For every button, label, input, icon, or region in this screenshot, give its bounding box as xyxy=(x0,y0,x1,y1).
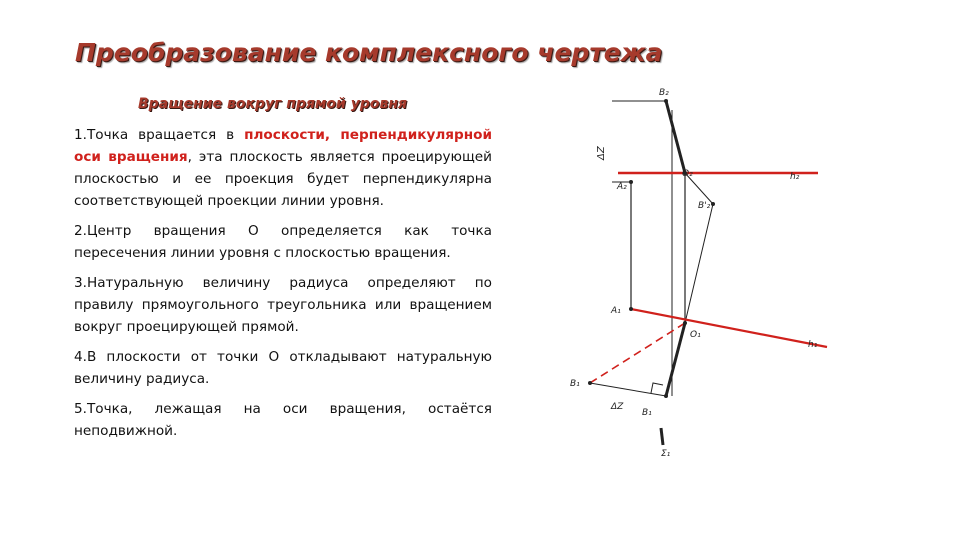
segment-a2-b2 xyxy=(666,101,685,173)
label-dz-top: ΔZ xyxy=(596,146,607,160)
point-b1 xyxy=(664,394,668,398)
level-line-h1 xyxy=(631,309,827,347)
label-dz-bottom: ΔZ xyxy=(611,402,624,412)
label-h1: h₁ xyxy=(808,340,818,350)
label-o1: O₁ xyxy=(690,330,701,340)
label-sigma1: Σ₁ xyxy=(661,449,671,459)
label-a2: A₂ xyxy=(617,182,627,192)
paragraph-1-end: , эта плоскость является проецирующей плоскостью и ее проекция будет перпендикулярна соответствующей проекции линии уровня. xyxy=(74,149,492,209)
paragraph-3: 3.Натуральную величину радиуса определяют по правилу прямоугольного треугольника или вращением вокруг проецирующей прямой. xyxy=(74,275,492,335)
slide-subtitle: Вращение вокруг прямой уровня xyxy=(138,96,407,112)
point-a1 xyxy=(629,307,633,311)
paragraph-1-start: 1.Точка вращается в xyxy=(74,127,245,143)
rotation-drawing xyxy=(560,80,850,460)
point-b2 xyxy=(664,99,668,103)
paragraph-4: 4.В плоскости от точки О откладывают натуральную величину радиуса. xyxy=(74,349,492,387)
slide-title: Преобразование комплексного чертежа xyxy=(75,38,663,67)
dz-right-triangle-base xyxy=(590,383,666,396)
point-b2-prime xyxy=(711,202,715,206)
paragraph-1 xyxy=(74,124,492,212)
point-o1 xyxy=(683,321,687,325)
label-h2: h₂ xyxy=(790,172,800,182)
o1-b2prime-line xyxy=(685,204,713,323)
label-b1: B₁ xyxy=(642,408,652,418)
point-b1-bar xyxy=(588,381,592,385)
point-a2 xyxy=(629,180,633,184)
label-b2: B₂ xyxy=(659,88,669,98)
paragraph-2: 2.Центр вращения О определяется как точка пересечения линии уровня с плоскостью вращения. xyxy=(74,223,492,261)
right-angle-mark xyxy=(651,383,663,393)
label-b2-prime: B'₂ xyxy=(698,201,711,211)
paragraph-5: 5.Точка, лежащая на оси вращения, остаётся неподвижной. xyxy=(74,401,492,439)
label-o2: O₂ xyxy=(682,169,693,179)
sigma1-trace xyxy=(661,428,663,445)
label-a1: A₁ xyxy=(611,306,621,316)
label-b1-bar: B₁ xyxy=(570,379,580,389)
paragraph-1-highlight: плоскости, перпендикулярной оси вращения xyxy=(74,127,492,165)
explanation-text xyxy=(74,124,492,450)
